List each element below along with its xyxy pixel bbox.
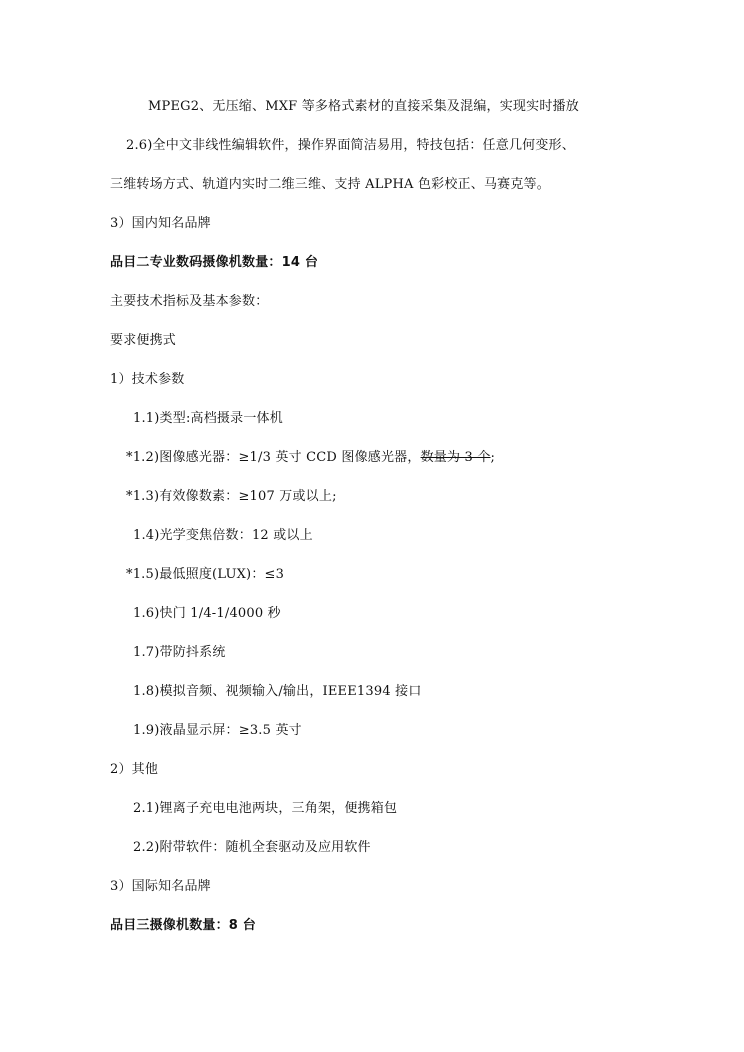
text-line: 要求便携式 — [110, 333, 177, 348]
text-line — [126, 449, 495, 467]
section-heading: 品目三摄像机数量：8 台 — [110, 918, 256, 933]
text-line: 1.7)带防抖系统 — [133, 645, 226, 660]
text-line: 1.9)液晶显示屏：≥3.5 英寸 — [133, 723, 302, 738]
text-segment: *1.2)图像感光器：≥1/3 英寸 CCD 图像感光器， — [126, 450, 421, 465]
text-line: 1.6)快门 1/4-1/4000 秒 — [133, 606, 281, 621]
section-heading: 品目二专业数码摄像机数量：14 台 — [110, 255, 319, 270]
text-line: MPEG2、无压缩、MXF 等多格式素材的直接采集及混编，实现实时播放 — [148, 99, 579, 114]
text-line: *1.5)最低照度(LUX)：≤3 — [126, 567, 285, 582]
text-line: 1.1)类型:高档摄录一体机 — [133, 411, 283, 426]
text-line: 主要技术指标及基本参数： — [110, 294, 269, 309]
text-line: 1.4)光学变焦倍数：12 或以上 — [133, 528, 313, 543]
text-line: *1.3)有效像数素：≥107 万或以上; — [126, 489, 337, 504]
text-line: 2.6)全中文非线性编辑软件，操作界面简洁易用，特技包括：任意几何变形、 — [126, 138, 575, 153]
text-line: 2.2)附带软件：随机全套驱动及应用软件 — [133, 840, 371, 855]
text-segment: ; — [490, 450, 496, 465]
text-line: 2.1)锂离子充电电池两块，三角架，便携箱包 — [133, 801, 398, 816]
text-line: 三维转场方式、轨道内实时二维三维、支持 ALPHA 色彩校正、马赛克等。 — [110, 177, 550, 192]
text-line: 1）技术参数 — [110, 372, 185, 387]
struck-text: 数量为 3 个 — [420, 450, 491, 465]
text-line: 1.8)模拟音频、视频输入/输出，IEEE1394 接口 — [133, 684, 422, 699]
text-line: 3）国际知名品牌 — [110, 879, 211, 894]
text-line: 2）其他 — [110, 762, 159, 777]
text-line: 3）国内知名品牌 — [110, 216, 211, 231]
